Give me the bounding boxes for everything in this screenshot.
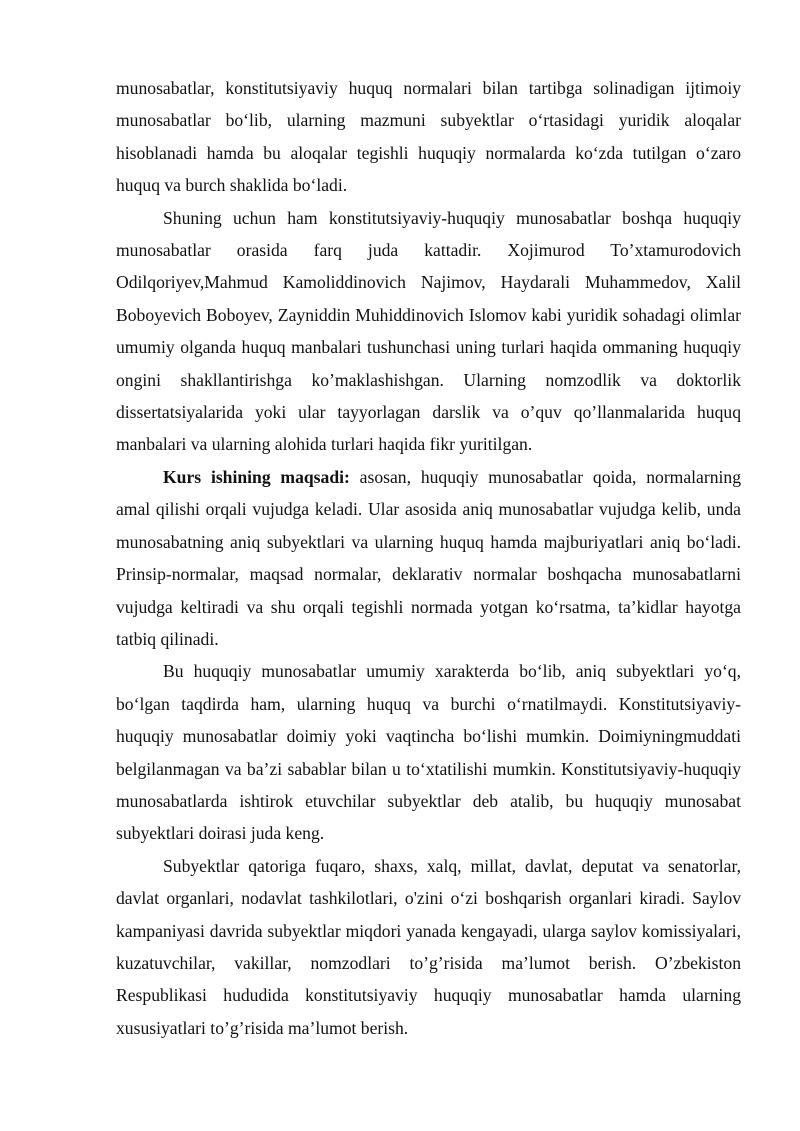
paragraph-5 xyxy=(116,850,741,1044)
paragraph-1-text: munosabatlar, konstitutsiyaviy huquq normalari bilan tartibga solinadigan ijtimoiy munosabatlar bo‘lib, ularning mazmuni subyektlar o‘rtasidagi yuridik aloqalar hisoblanadi hamda bu aloqalar tegishli huquqiy normalarda ko‘zda tutilgan o‘zaro huquq va burch shaklida bo‘ladi. xyxy=(116,78,741,196)
paragraph-3 xyxy=(116,461,741,655)
paragraph-3-lead: Kurs ishining maqsadi: xyxy=(163,466,350,487)
paragraph-4 xyxy=(116,655,741,849)
paragraph-5-text: Subyektlar qatoriga fuqaro, shaxs, xalq, millat, davlat, deputat va senatorlar, davlat organlari, nodavlat tashkilotlari, o'zini o‘zi boshqarish organlari kiradi. Saylov kampaniyasi davrida subyektlar miqdori yanada kengayadi, ularga saylov komissiyalari, kuzatuvchilar, vakillar, nomzodlari to’g’risida ma’lumot berish. O’zbekiston Respublikasi hududida konstitutsiyaviy huquqiy munosabatlar hamda ularning xususiyatlari to’g’risida ma’lumot berish. xyxy=(116,855,741,1038)
paragraph-3-text: asosan, huquqiy munosabatlar qoida, normalarning amal qilishi orqali vujudga keladi. Ular asosida aniq munosabatlar vujudga kelib, unda munosabatning aniq subyektlari va ularning huquq hamda majburiyatlari aniq bo‘ladi. Prinsip-normalar, maqsad normalar, deklarativ normalar boshqacha munosabatlarni vujudga keltiradi va shu orqali tegishli normada yotgan ko‘rsatma, ta’kidlar hayotga tatbiq qilinadi. xyxy=(116,466,742,649)
paragraph-4-text: Bu huquqiy munosabatlar umumiy xarakterda bo‘lib, aniq subyektlari yo‘q, bo‘lgan taqdirda ham, ularning huquq va burchi o‘rnatilmaydi. Konstitutsiyaviy-huquqiy munosabatlar doimiy yoki vaqtincha bo‘lishi mumkin. Doimiyningmuddati belgilanmagan va ba’zi sabablar bilan u to‘xtatilishi mumkin. Konstitutsiyaviy-huquqiy munosabatlarda ishtirok etuvchilar subyektlar deb atalib, bu huquqiy munosabat subyektlari doirasi juda keng. xyxy=(116,661,741,844)
paragraph-1 xyxy=(116,72,741,202)
paragraph-2-text: Shuning uchun ham konstitutsiyaviy-huquqiy munosabatlar boshqa huquqiy munosabatlar orasida farq juda kattadir. Xojimurod To’xtamurodovich Odilqoriyev,Mahmud Kamoliddinovich Najimov, Haydarali Muhammedov, Xalil Boboyevich Boboyev, Zayniddin Muhiddinovich Islomov kabi yuridik sohadagi olimlar umumiy olganda huquq manbalari tushunchasi uning turlari haqida ommaning huquqiy ongini shakllantirishga ko’maklashishgan. Ularning nomzodlik va doktorlik dissertatsiyalarida yoki ular tayyorlagan darslik va o’quv qo’llanmalarida huquq manbalari va ularning alohida turlari haqida fikr yuritilgan. xyxy=(116,207,741,455)
paragraph-2 xyxy=(116,202,741,461)
document-page xyxy=(116,72,741,1044)
